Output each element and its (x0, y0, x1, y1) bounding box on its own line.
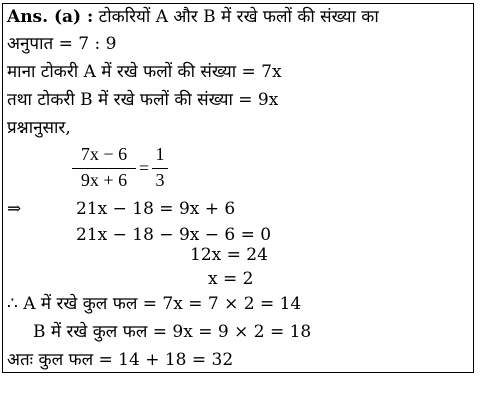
equation-4: x = 2 (208, 269, 254, 289)
answer-label: Ans. (a) : (7, 7, 94, 27)
fraction-left (72, 144, 136, 194)
line-1-text: टोकरियों A और B में रखे फलों की संख्या का (98, 7, 379, 27)
line-assume-b: तथा टोकरी B में रखे फलों की संख्या = 9x (7, 90, 279, 110)
line-according: प्रश्नानुसार, (7, 118, 71, 138)
equation-1: 21x − 18 = 9x + 6 (76, 199, 236, 219)
fraction-right (152, 144, 168, 194)
fraction-equals: = (139, 158, 150, 178)
line-1 (7, 6, 379, 28)
fraction-right-denominator: 3 (155, 170, 165, 190)
fraction-right-numerator: 1 (155, 144, 165, 164)
equation-2: 21x − 18 − 9x − 6 = 0 (76, 225, 272, 245)
implies-symbol: ⇒ (7, 199, 22, 219)
line-assume-a: माना टोकरी A में रखे फलों की संख्या = 7x (7, 62, 282, 82)
line-total: अतः कुल फल = 14 + 18 = 32 (7, 350, 234, 370)
line-total-a: ∴ A में रखे कुल फल = 7x = 7 × 2 = 14 (7, 294, 302, 314)
fraction-left-bar (72, 168, 136, 169)
fraction-right-bar (152, 168, 168, 169)
fraction-left-numerator: 7x − 6 (80, 144, 128, 164)
equation-3: 12x = 24 (190, 245, 268, 265)
line-ratio: अनुपात = 7 : 9 (7, 34, 117, 54)
line-total-b: B में रखे कुल फल = 9x = 9 × 2 = 18 (33, 322, 312, 342)
fraction-left-denominator: 9x + 6 (80, 170, 128, 190)
